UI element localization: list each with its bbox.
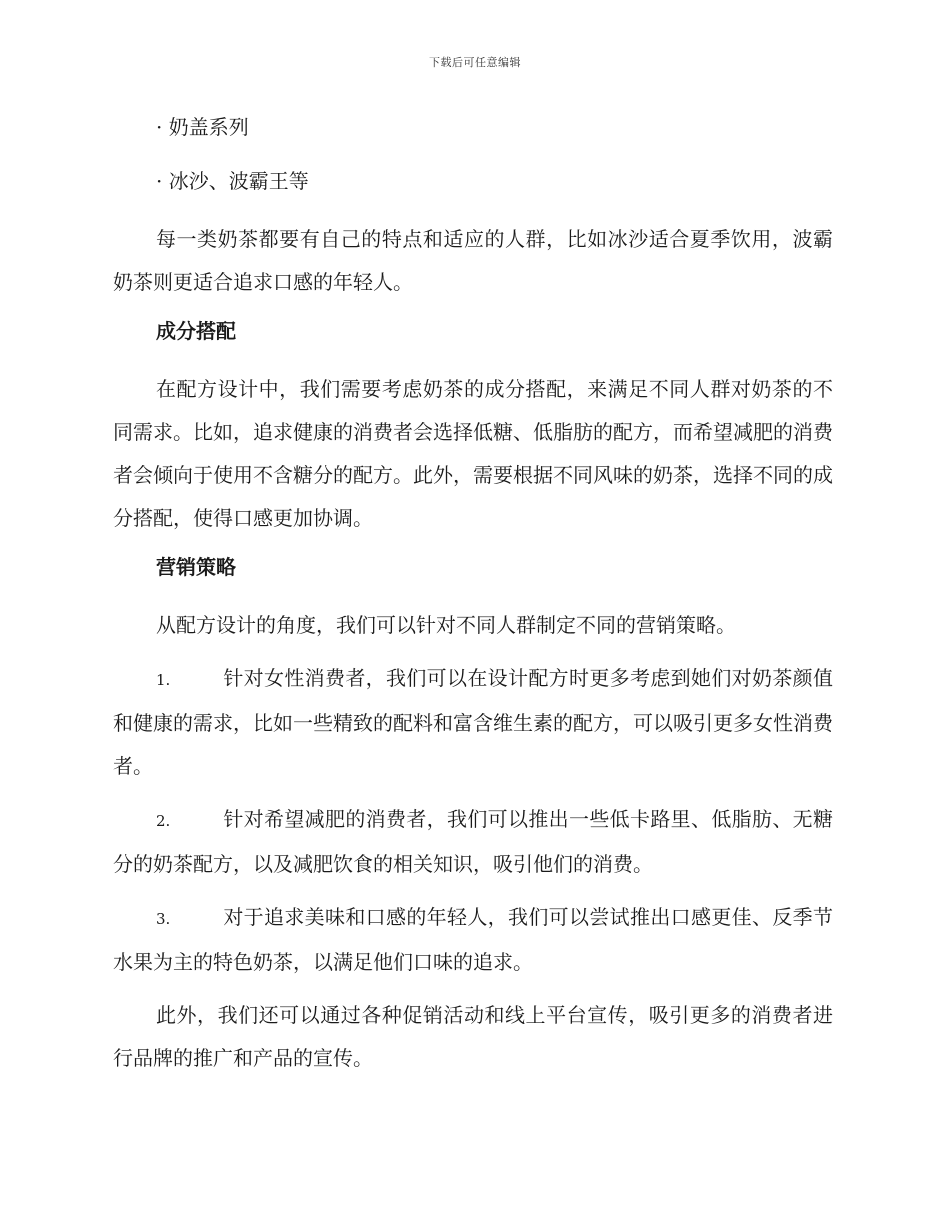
bullet-item: · 冰沙、波霸王等 xyxy=(156,169,309,193)
list-item-text: 针对女性消费者，我们可以在设计配方时更多考虑到她们对奶茶颜值和健康的需求，比如一些精致的配料和富含维生素的配方，可以吸引更多女性消费者。 xyxy=(113,666,833,778)
section-heading-marketing: 营销策略 xyxy=(156,555,236,579)
document-body xyxy=(113,110,833,1090)
section-heading-ingredients: 成分搭配 xyxy=(156,319,236,343)
paragraph: 从配方设计的角度，我们可以针对不同人群制定不同的营销策略。 xyxy=(156,613,736,637)
numbered-list-item xyxy=(113,798,833,886)
paragraph: 每一类奶茶都要有自己的特点和适应的人群，比如冰沙适合夏季饮用，波霸奶茶则更适合追求口感的年轻人。 xyxy=(113,227,833,294)
numbered-list-item xyxy=(113,896,833,984)
paragraph: 此外，我们还可以通过各种促销活动和线上平台宣传，吸引更多的消费者进行品牌的推广和产品的宣传。 xyxy=(113,1003,833,1070)
paragraph: 在配方设计中，我们需要考虑奶茶的成分搭配，来满足不同人群对奶茶的不同需求。比如，追求健康的消费者会选择低糖、低脂肪的配方，而希望减肥的消费者会倾向于使用不含糖分的配方。此外，需要根据不同风味的奶茶，选择不同的成分搭配，使得口感更加协调。 xyxy=(113,377,833,530)
header-note: 下载后可任意编辑 xyxy=(429,56,521,69)
list-item-text: 对于追求美味和口感的年轻人，我们可以尝试推出口感更佳、反季节水果为主的特色奶茶，以满足他们口味的追求。 xyxy=(113,905,833,974)
numbered-list-item xyxy=(113,657,833,788)
bullet-item: · 奶盖系列 xyxy=(156,115,249,139)
list-number: 3. xyxy=(156,910,171,928)
list-item-text: 针对希望减肥的消费者，我们可以推出一些低卡路里、低脂肪、无糖分的奶茶配方，以及减肥饮食的相关知识，吸引他们的消费。 xyxy=(113,807,833,876)
list-number: 2. xyxy=(156,812,171,830)
list-number: 1. xyxy=(156,671,171,689)
